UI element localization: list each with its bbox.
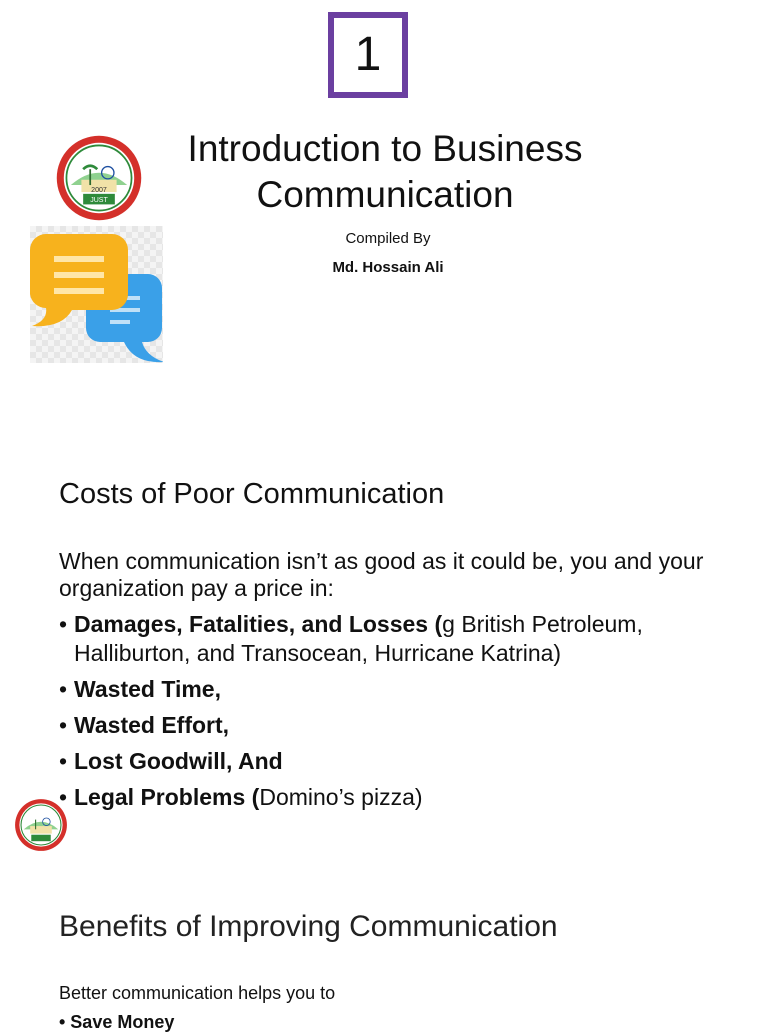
benefits-intro: Better communication helps you to bbox=[59, 983, 336, 1003]
list-item: • Damages, Fatalities, and Losses (g British Petroleum, Halliburton, and Transocean, Hurricane Katrina) bbox=[59, 611, 643, 666]
bullet-bold-text: Lost Goodwill, And bbox=[74, 748, 283, 774]
author-name: Md. Hossain Ali bbox=[332, 259, 444, 276]
bullet-normal-text: Domino’s pizza) bbox=[259, 784, 423, 810]
seal-year: 2007 bbox=[91, 187, 107, 195]
bullet-bold-text: Wasted Effort, bbox=[74, 712, 230, 738]
slide-number: 1 bbox=[354, 28, 382, 81]
costs-bullet-list bbox=[59, 610, 749, 819]
chat-bubbles-icon bbox=[30, 226, 163, 363]
benefits-first-item: • Save Money bbox=[59, 1012, 175, 1032]
costs-heading: Costs of Poor Communication bbox=[59, 478, 445, 510]
list-item: • Lost Goodwill, And bbox=[59, 748, 283, 774]
list-item: • Wasted Time, bbox=[59, 676, 221, 702]
costs-intro: When communication isn’t as good as it could be, you and your organization pay a price in: bbox=[59, 548, 704, 601]
compiled-by-label: Compiled By bbox=[345, 230, 431, 247]
university-seal-icon bbox=[14, 798, 68, 852]
bullet-bold-text: Legal Problems ( bbox=[74, 784, 260, 810]
bullet-normal-text: g British Petroleum, Halliburton, and Transocean, Hurricane Katrina) bbox=[74, 611, 643, 666]
title-line-1: Introduction to Business bbox=[187, 128, 583, 169]
seal-text: JUST bbox=[90, 196, 108, 204]
list-item: • Legal Problems (Domino’s pizza) bbox=[59, 784, 423, 810]
slide-number-box bbox=[328, 12, 408, 98]
bullet-bold-text: Wasted Time, bbox=[74, 676, 221, 702]
slide-title bbox=[120, 126, 650, 218]
list-item: • Wasted Effort, bbox=[59, 712, 230, 738]
title-line-2: Communication bbox=[256, 174, 514, 215]
bullet-bold-text: Damages, Fatalities, and Losses ( bbox=[74, 611, 443, 637]
benefits-heading: Benefits of Improving Communication bbox=[59, 910, 558, 943]
